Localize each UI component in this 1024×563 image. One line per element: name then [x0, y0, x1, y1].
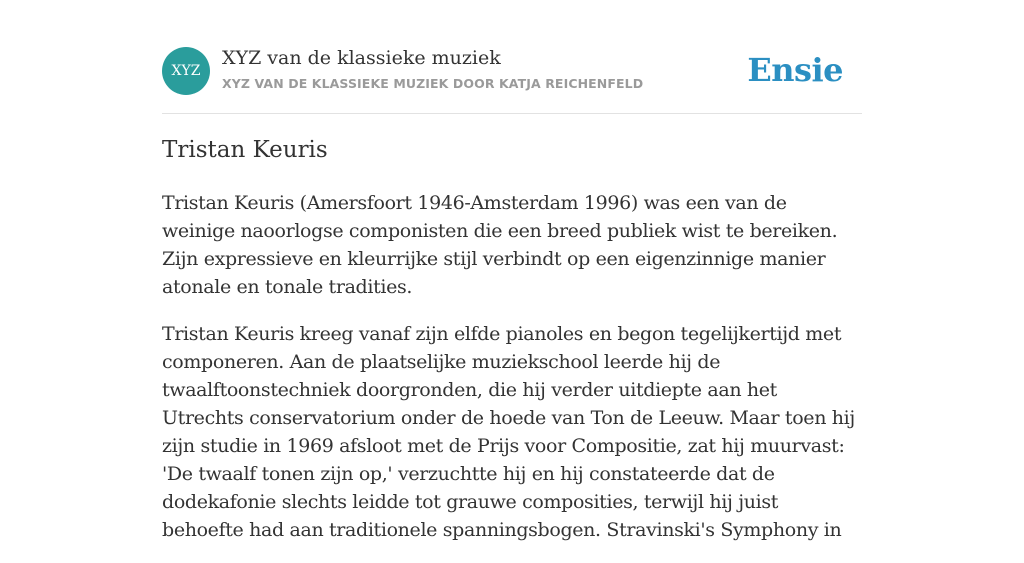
article-paragraph: Tristan Keuris (Amersfoort 1946-Amsterdam 1996) was een van de weinige naoorlogse componisten die een breed publiek wist te bereiken. Zijn expressieve en kleurrijke stijl verbindt op een eigenzinnige manier atonale en tonale tradities. — [162, 192, 838, 298]
article-title: Tristan Keuris — [162, 137, 328, 163]
brand-logo[interactable]: Ensie — [747, 51, 843, 89]
header-divider — [162, 113, 862, 114]
article-body — [162, 189, 862, 563]
page — [162, 0, 862, 541]
article-paragraph: Tristan Keuris kreeg vanaf zijn elfde pianoles en begon tegelijkertijd met componeren. Aan de plaatselijke muziekschool leerde hij de twaalftoonstechniek doorgronden, die hij verder uitdiepte aan het Utrechts conservatorium onder de hoede van Ton de Leeuw. Maar toen hij zijn studie in 1969 afsloot met de Prijs voor Compositie, zat hij muurvast: 'De twaalf tonen zijn op,' verzuchtte hij en hij constateerde dat de dodekafonie slechts leidde tot grauwe composities, terwijl hij juist behoefte had aan traditionele spanningsbogen. Stravinski's Symphony in — [162, 323, 855, 541]
book-avatar[interactable]: XYZ — [162, 47, 210, 95]
book-subtitle: XYZ VAN DE KLASSIEKE MUZIEK DOOR KATJA REICHENFELD — [222, 76, 644, 91]
book-title-link[interactable]: XYZ van de klassieke muziek — [222, 47, 501, 69]
header — [162, 47, 862, 95]
